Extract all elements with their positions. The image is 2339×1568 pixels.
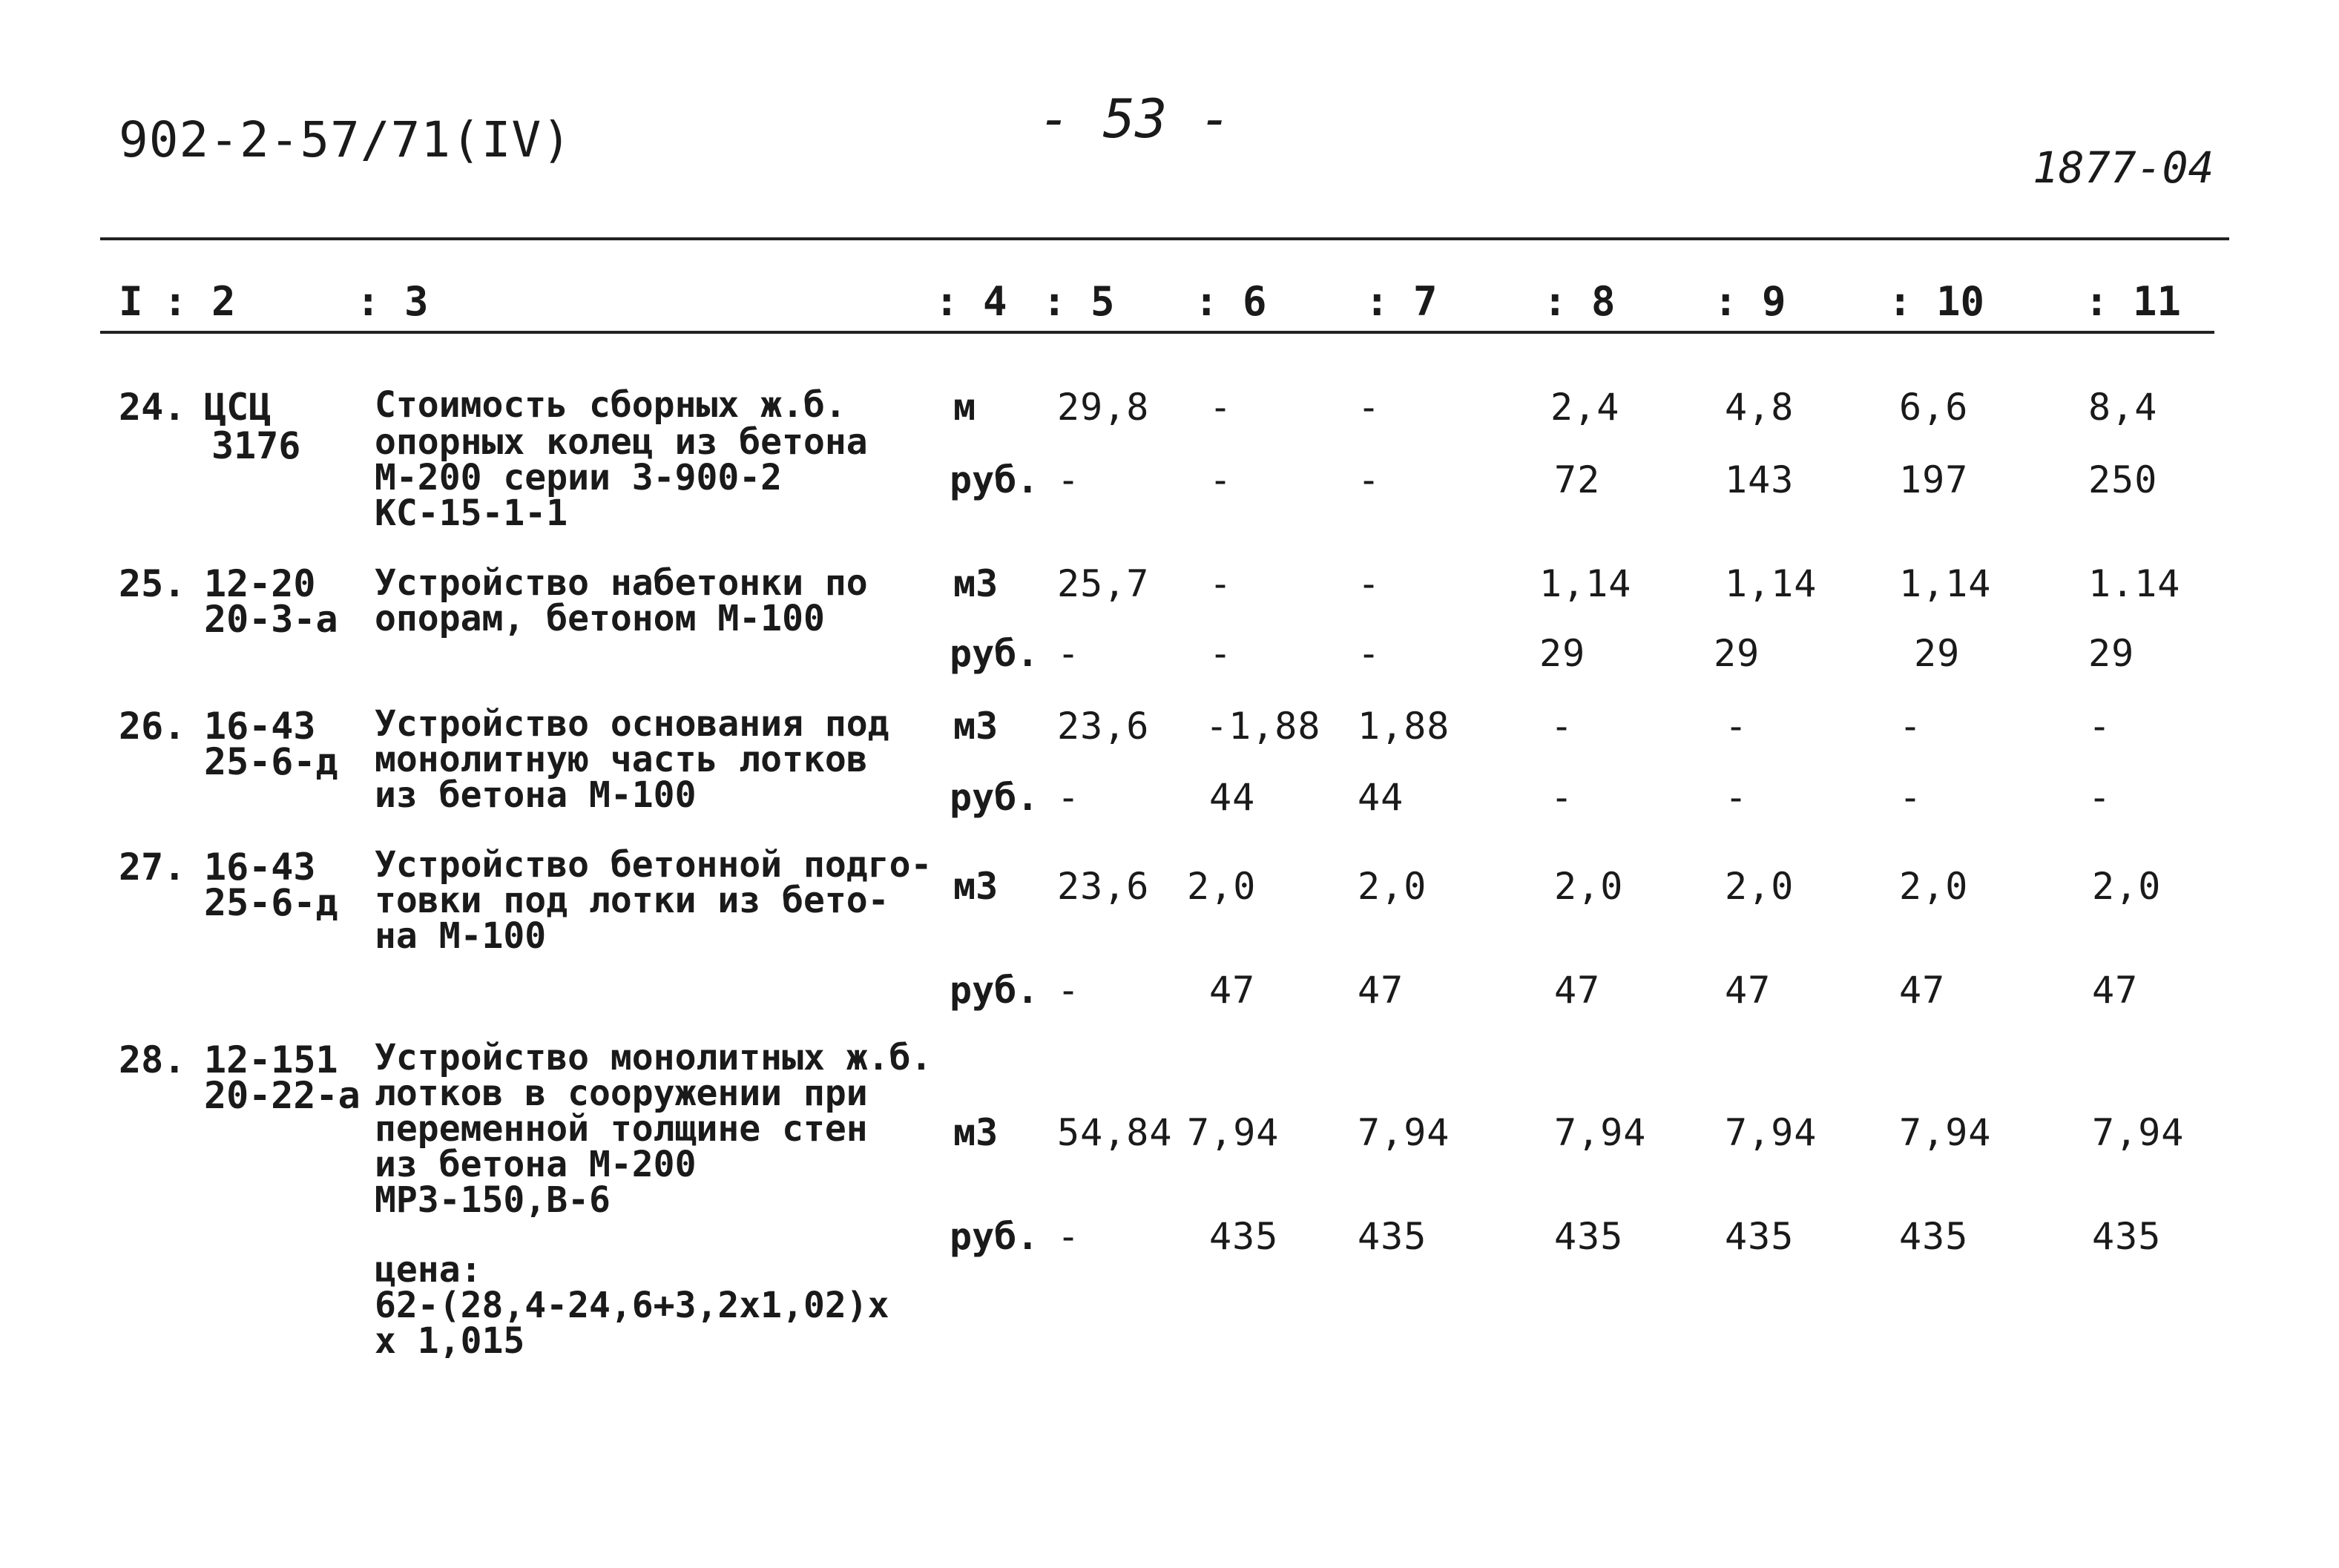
item-description-line: Устройство монолитных ж.б. xyxy=(375,1037,932,1078)
value-col9: 4,8 xyxy=(1725,386,1794,429)
unit: м3 xyxy=(953,705,999,748)
value-col8: 72 xyxy=(1554,458,1601,501)
item-description-line: Устройство бетонной подго- xyxy=(375,844,932,886)
item-description-line: М-200 серии 3-900-2 xyxy=(375,457,783,498)
unit: м3 xyxy=(953,562,999,605)
value-col9: - xyxy=(1725,705,1749,748)
row-number: 24. xyxy=(119,386,186,429)
unit: руб. xyxy=(950,776,1039,819)
value-col10: - xyxy=(1899,705,1923,748)
item-description-line: Стоимость сборных ж.б. xyxy=(375,384,846,426)
value-col10: 6,6 xyxy=(1899,386,1969,429)
value-col10: 7,94 xyxy=(1899,1111,1992,1154)
value-col5: 54,84 xyxy=(1057,1111,1173,1154)
norm-code-line: ЦСЦ xyxy=(204,386,272,429)
value-col11: 7,94 xyxy=(2092,1111,2185,1154)
col-header-9: : 9 xyxy=(1714,278,1786,325)
value-col6: - xyxy=(1209,386,1233,429)
value-col7: 2,0 xyxy=(1358,865,1427,908)
item-description-line: Устройство основания под xyxy=(375,703,889,745)
row-number: 25. xyxy=(119,562,186,605)
value-col6: 47 xyxy=(1209,969,1256,1012)
col-header-2: : 2 xyxy=(163,278,236,325)
document-code: 902-2-57/71(IV) xyxy=(119,111,573,168)
unit: руб. xyxy=(950,458,1039,501)
value-col11: 1.14 xyxy=(2088,562,2181,605)
value-col10: 435 xyxy=(1899,1215,1969,1258)
value-col8: 2,4 xyxy=(1550,386,1620,429)
col-header-8: : 8 xyxy=(1543,278,1616,325)
value-col6: 435 xyxy=(1209,1215,1279,1258)
top-rule xyxy=(100,237,2229,240)
value-col9: 7,94 xyxy=(1725,1111,1817,1154)
col-header-3: : 3 xyxy=(356,278,429,325)
value-col5: - xyxy=(1057,458,1081,501)
norm-code-line: 20-22-а xyxy=(204,1074,361,1117)
value-col11: - xyxy=(2088,705,2112,748)
item-description-line: КС-15-1-1 xyxy=(375,493,568,534)
item-description-line: на М-100 xyxy=(375,915,547,957)
value-col6: 44 xyxy=(1209,776,1256,819)
value-col9: 2,0 xyxy=(1725,865,1794,908)
price-formula-line: x 1,015 xyxy=(375,1320,525,1362)
norm-code-line: 16-43 xyxy=(204,846,316,889)
value-col6: - xyxy=(1209,458,1233,501)
item-description-line: товки под лотки из бето- xyxy=(375,880,889,921)
value-col5: 23,6 xyxy=(1057,705,1150,748)
value-col10: 29 xyxy=(1914,632,1961,675)
value-col8: 7,94 xyxy=(1554,1111,1647,1154)
value-col10: 197 xyxy=(1899,458,1969,501)
value-col7: - xyxy=(1358,386,1381,429)
value-col11: 435 xyxy=(2092,1215,2162,1258)
unit: руб. xyxy=(950,1215,1039,1258)
norm-code-line: 25-6-д xyxy=(204,740,338,783)
item-description-line: МРЗ-150,В-6 xyxy=(375,1179,611,1221)
col-header-10: : 10 xyxy=(1888,278,1985,325)
value-col7: 47 xyxy=(1358,969,1404,1012)
item-description-line: опорных колец из бетона xyxy=(375,421,868,463)
value-col5: - xyxy=(1057,1215,1081,1258)
value-col9: 143 xyxy=(1725,458,1794,501)
col-header-7: : 7 xyxy=(1365,278,1438,325)
value-col5: 29,8 xyxy=(1057,386,1150,429)
norm-code-line: 3176 xyxy=(211,424,301,467)
value-col7: - xyxy=(1358,458,1381,501)
page-number: - 53 - xyxy=(1039,88,1232,150)
item-description-line: переменной толщине стен xyxy=(375,1108,868,1150)
row-number: 27. xyxy=(119,846,186,889)
norm-code-line: 12-151 xyxy=(204,1038,338,1081)
value-col6: -1,88 xyxy=(1205,705,1321,748)
value-col9: 47 xyxy=(1725,969,1771,1012)
value-col11: 2,0 xyxy=(2092,865,2162,908)
value-col10: - xyxy=(1899,776,1923,819)
norm-code-line: 20-3-а xyxy=(204,598,338,641)
unit: м3 xyxy=(953,1111,999,1154)
value-col11: 250 xyxy=(2088,458,2158,501)
norm-code-line: 12-20 xyxy=(204,562,316,605)
value-col7: 44 xyxy=(1358,776,1404,819)
row-number: 28. xyxy=(119,1038,186,1081)
norm-code-line: 16-43 xyxy=(204,705,316,748)
value-col8: 435 xyxy=(1554,1215,1624,1258)
item-description-line: из бетона М-200 xyxy=(375,1144,697,1185)
value-col8: 2,0 xyxy=(1554,865,1624,908)
value-col8: 47 xyxy=(1554,969,1601,1012)
value-col6: - xyxy=(1209,632,1233,675)
row-number: 26. xyxy=(119,705,186,748)
value-col7: 435 xyxy=(1358,1215,1427,1258)
item-description-line: из бетона М-100 xyxy=(375,774,697,816)
col-header-11: : 11 xyxy=(2085,278,2182,325)
col-header-1: I xyxy=(119,278,143,325)
value-col9: 1,14 xyxy=(1725,562,1817,605)
value-col8: - xyxy=(1550,705,1574,748)
value-col11: 29 xyxy=(2088,632,2135,675)
value-col5: 25,7 xyxy=(1057,562,1150,605)
archive-number: 1877-04 xyxy=(2033,142,2214,193)
value-col10: 1,14 xyxy=(1899,562,1992,605)
unit: м3 xyxy=(953,865,999,908)
value-col5: - xyxy=(1057,632,1081,675)
value-col5: - xyxy=(1057,969,1081,1012)
value-col10: 2,0 xyxy=(1899,865,1969,908)
value-col7: - xyxy=(1358,562,1381,605)
value-col8: - xyxy=(1550,776,1574,819)
value-col9: - xyxy=(1725,776,1749,819)
price-formula-line: 62-(28,4-24,6+3,2x1,02)x xyxy=(375,1285,889,1326)
value-col11: 47 xyxy=(2092,969,2139,1012)
item-description-line: монолитную часть лотков xyxy=(375,739,868,780)
unit: м xyxy=(953,386,976,429)
value-col5: 23,6 xyxy=(1057,865,1150,908)
value-col9: 29 xyxy=(1714,632,1760,675)
value-col6: 7,94 xyxy=(1187,1111,1280,1154)
header-rule xyxy=(100,331,2214,334)
value-col7: 7,94 xyxy=(1358,1111,1450,1154)
value-col6: - xyxy=(1209,562,1233,605)
norm-code-line: 25-6-д xyxy=(204,881,338,924)
value-col11: 8,4 xyxy=(2088,386,2158,429)
value-col9: 435 xyxy=(1725,1215,1794,1258)
col-header-4: : 4 xyxy=(935,278,1007,325)
col-header-6: : 6 xyxy=(1194,278,1267,325)
value-col8: 1,14 xyxy=(1539,562,1632,605)
value-col8: 29 xyxy=(1539,632,1586,675)
col-header-5: : 5 xyxy=(1042,278,1115,325)
value-col5: - xyxy=(1057,776,1081,819)
value-col10: 47 xyxy=(1899,969,1946,1012)
unit: руб. xyxy=(950,969,1039,1012)
unit: руб. xyxy=(950,632,1039,675)
value-col7: 1,88 xyxy=(1358,705,1450,748)
value-col6: 2,0 xyxy=(1187,865,1257,908)
item-description-line: Устройство набетонки по xyxy=(375,562,868,604)
price-formula-line: цена: xyxy=(375,1249,482,1291)
item-description-line: опорам, бетоном М-100 xyxy=(375,598,825,639)
value-col7: - xyxy=(1358,632,1381,675)
item-description-line: лотков в сооружении при xyxy=(375,1073,868,1114)
value-col11: - xyxy=(2088,776,2112,819)
